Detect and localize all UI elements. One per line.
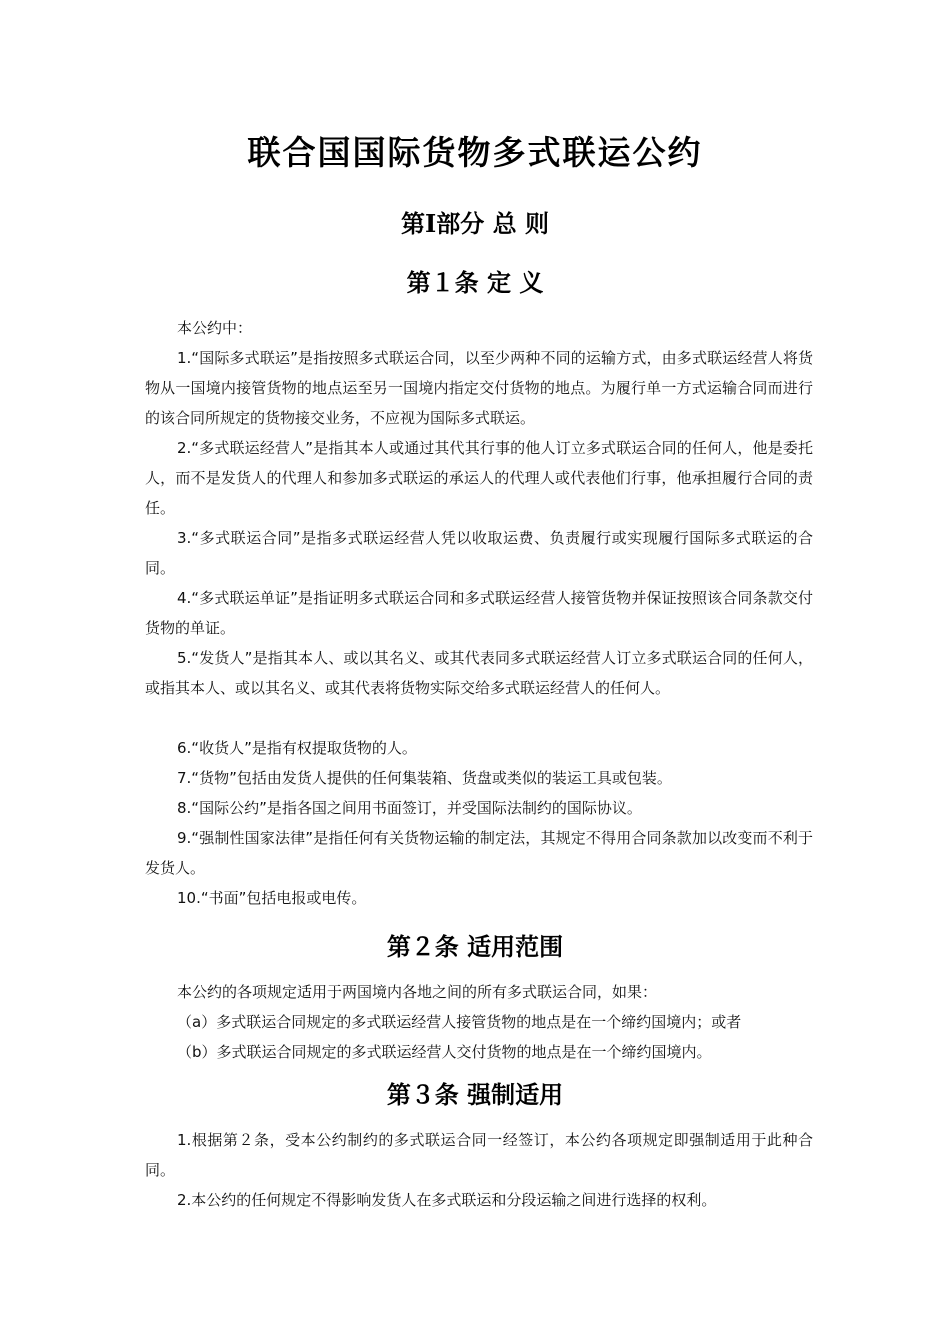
article-2-item-a: （a）多式联运合同规定的多式联运经营人接管货物的地点是在一个缔约国境内；或者 — [177, 1013, 742, 1031]
article-3-item-1: 1.根据第２条，受本公约制约的多式联运合同一经签订，本公约各项规定即强制适用于此种合同。 — [145, 1131, 813, 1179]
article-2-item-b: （b）多式联运合同规定的多式联运经营人交付货物的地点是在一个缔约国境内。 — [177, 1043, 712, 1061]
article-3-body — [145, 1125, 813, 1215]
article-3-heading: 第３条 强制适用 — [386, 1080, 564, 1109]
article-3-item-2: 2.本公约的任何规定不得影响发货人在多式联运和分段运输之间进行选择的权利。 — [177, 1191, 717, 1209]
article-1-heading: 第１条 定 义 — [406, 268, 544, 297]
article-1-body — [145, 313, 813, 913]
article-2-intro: 本公约的各项规定适用于两国境内各地之间的所有多式联运合同，如果： — [177, 983, 658, 1001]
document-title: 联合国国际货物多式联运公约 — [247, 133, 703, 172]
article-1-item-2: 2.“多式联运经营人”是指其本人或通过其代其行事的他人订立多式联运合同的任何人，他是委托人，而不是发货人的代理人和参加多式联运的承运人的代理人或代表他们行事，他承担履行合同的责任。 — [145, 439, 813, 517]
article-2-body — [145, 977, 813, 1067]
article-2-heading: 第２条 适用范围 — [386, 932, 564, 961]
article-1-item-3: 3.“多式联运合同”是指多式联运经营人凭以收取运费、负责履行或实现履行国际多式联运的合同。 — [145, 529, 813, 577]
article-1-intro: 本公约中： — [177, 319, 253, 337]
article-1-item-10: 10.“书面”包括电报或电传。 — [177, 889, 367, 907]
part-heading: 第Ⅰ部分 总 则 — [401, 209, 549, 238]
article-1-item-9: 9.“强制性国家法律”是指任何有关货物运输的制定法，其规定不得用合同条款加以改变而不利于发货人。 — [145, 829, 813, 877]
article-1-item-5: 5.“发货人”是指其本人、或以其名义、或其代表同多式联运经营人订立多式联运合同的任何人，或指其本人、或以其名义、或其代表将货物实际交给多式联运经营人的任何人。 — [145, 649, 813, 697]
article-1-item-6: 6.“收货人”是指有权提取货物的人。 — [177, 739, 417, 757]
article-1-item-1: 1.“国际多式联运”是指按照多式联运合同，以至少两种不同的运输方式，由多式联运经营人将货物从一国境内接管货物的地点运至另一国境内指定交付货物的地点。为履行单一方式运输合同而进行的该合同所规定的货物接交业务，不应视为国际多式联运。 — [145, 349, 813, 427]
article-1-item-4: 4.“多式联运单证”是指证明多式联运合同和多式联运经营人接管货物并保证按照该合同条款交付货物的单证。 — [145, 589, 813, 637]
article-1-item-8: 8.“国际公约”是指各国之间用书面签订，并受国际法制约的国际协议。 — [177, 799, 642, 817]
article-1-item-7: 7.“货物”包括由发货人提供的任何集装箱、货盘或类似的装运工具或包装。 — [177, 769, 672, 787]
